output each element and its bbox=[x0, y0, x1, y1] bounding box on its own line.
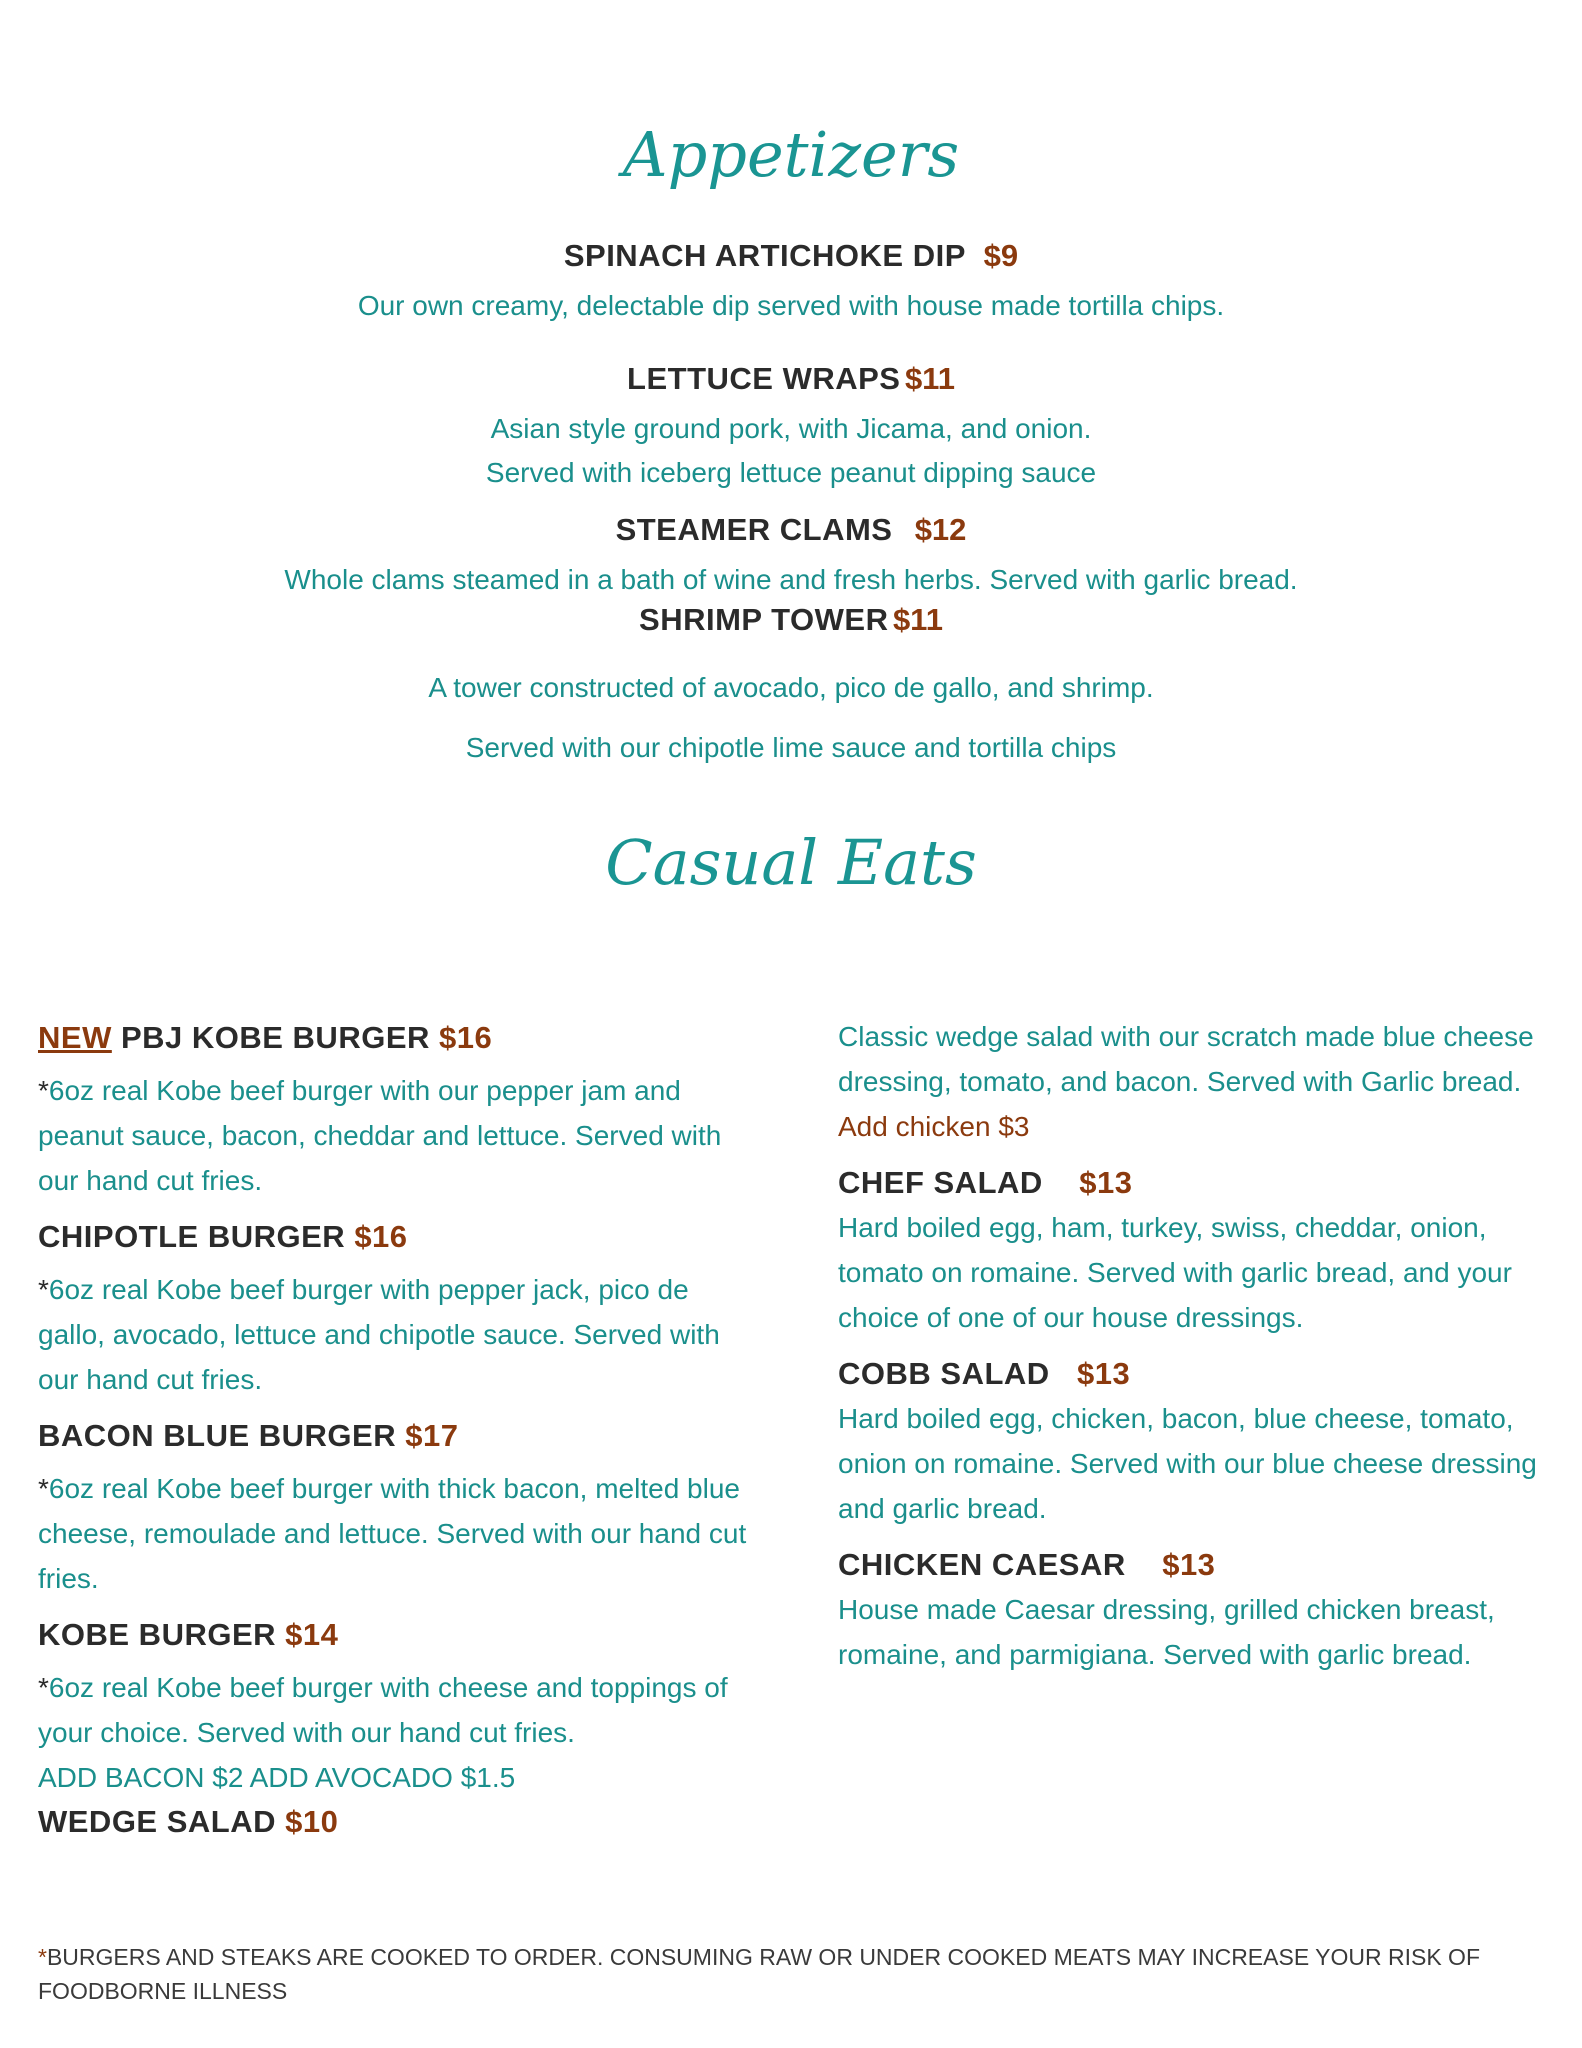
item-description: Served with our chipotle lime sauce and tortilla chips bbox=[465, 732, 1117, 763]
asterisk: * bbox=[38, 1075, 49, 1106]
item-price: $11 bbox=[892, 602, 943, 637]
item-description: Hard boiled egg, ham, turkey, swiss, cheddar, onion, tomato on romaine. Served with garlic bread, and your choice of one of our house dressings. bbox=[838, 1212, 1512, 1333]
item-price: $13 bbox=[1077, 1356, 1131, 1391]
item-price: $9 bbox=[983, 238, 1019, 273]
asterisk: * bbox=[38, 1672, 49, 1703]
appetizer-item bbox=[0, 357, 1582, 495]
item-price: $11 bbox=[904, 361, 955, 396]
item-description: Classic wedge salad with our scratch made blue cheese dressing, tomato, and bacon. Served with Garlic bread. bbox=[838, 1021, 1534, 1097]
item-name: WEDGE SALAD bbox=[38, 1804, 276, 1839]
casual-left-column bbox=[38, 1016, 758, 1844]
asterisk: * bbox=[38, 1274, 49, 1305]
appetizer-item bbox=[0, 598, 1582, 770]
item-description: 6oz real Kobe beef burger with our pepper jam and peanut sauce, bacon, cheddar and lettuce. Served with our hand cut fries. bbox=[38, 1075, 722, 1196]
menu-item bbox=[838, 1014, 1548, 1149]
item-name: COBB SALAD bbox=[838, 1356, 1050, 1391]
item-name: STEAMER CLAMS bbox=[615, 512, 893, 547]
item-description: House made Caesar dressing, grilled chicken breast, romaine, and parmigiana. Served with garlic bread. bbox=[838, 1594, 1495, 1670]
appetizer-item bbox=[0, 234, 1582, 328]
item-name: CHICKEN CAESAR bbox=[838, 1547, 1126, 1582]
item-addons: ADD BACON $2 ADD AVOCADO $1.5 bbox=[38, 1762, 516, 1793]
footer-disclaimer bbox=[38, 1940, 1538, 2008]
item-price: $10 bbox=[285, 1804, 339, 1839]
item-description: A tower constructed of avocado, pico de gallo, and shrimp. bbox=[428, 672, 1154, 703]
item-addon: Add chicken $3 bbox=[838, 1111, 1030, 1142]
item-description: Whole clams steamed in a bath of wine and fresh herbs. Served with garlic bread. bbox=[284, 564, 1298, 595]
asterisk: * bbox=[38, 1944, 47, 1970]
item-name: PBJ KOBE BURGER bbox=[120, 1020, 430, 1055]
casual-right-column bbox=[838, 1014, 1548, 1677]
item-name: KOBE BURGER bbox=[38, 1617, 277, 1652]
item-name: CHIPOTLE BURGER bbox=[38, 1219, 346, 1254]
item-description: 6oz real Kobe beef burger with cheese and toppings of your choice. Served with our hand cut fries. bbox=[38, 1672, 728, 1748]
item-price: $14 bbox=[285, 1617, 339, 1652]
item-price: $16 bbox=[354, 1219, 408, 1254]
item-price: $13 bbox=[1079, 1165, 1133, 1200]
item-name: LETTUCE WRAPS bbox=[627, 361, 901, 396]
item-description: 6oz real Kobe beef burger with pepper jack, pico de gallo, avocado, lettuce and chipotle sauce. Served with our hand cut fries. bbox=[38, 1274, 720, 1395]
appetizers-title: Appetizers bbox=[622, 118, 960, 191]
item-description: Served with iceberg lettuce peanut dipping sauce bbox=[485, 457, 1097, 488]
item-description: Asian style ground pork, with Jicama, and onion. bbox=[490, 413, 1092, 444]
menu-item bbox=[38, 1215, 758, 1402]
item-name: CHEF SALAD bbox=[838, 1165, 1043, 1200]
item-description: Hard boiled egg, chicken, bacon, blue cheese, tomato, onion on romaine. Served with our blue cheese dressing and garlic bread. bbox=[838, 1403, 1537, 1524]
new-tag: NEW bbox=[38, 1020, 112, 1055]
item-price: $12 bbox=[914, 512, 967, 547]
item-name: SHRIMP TOWER bbox=[639, 602, 889, 637]
item-name: SPINACH ARTICHOKE DIP bbox=[563, 238, 966, 273]
asterisk: * bbox=[38, 1473, 49, 1504]
disclaimer-text: BURGERS AND STEAKS ARE COOKED TO ORDER. CONSUMING RAW OR UNDER COOKED MEATS MAY INCREASE YOUR RISK OF FOODBORNE ILLNESS bbox=[38, 1944, 1480, 2004]
item-price: $16 bbox=[439, 1020, 493, 1055]
menu-item bbox=[838, 1352, 1548, 1531]
menu-item bbox=[38, 1414, 758, 1601]
item-description: 6oz real Kobe beef burger with thick bacon, melted blue cheese, remoulade and lettuce. Served with our hand cut fries. bbox=[38, 1473, 747, 1594]
menu-item bbox=[38, 1800, 758, 1844]
menu-item bbox=[838, 1543, 1548, 1677]
item-price: $17 bbox=[405, 1418, 459, 1453]
casual-eats-title: Casual Eats bbox=[605, 826, 977, 899]
item-price: $13 bbox=[1162, 1547, 1216, 1582]
appetizer-item bbox=[0, 508, 1582, 602]
item-description: Our own creamy, delectable dip served with house made tortilla chips. bbox=[357, 290, 1225, 321]
menu-item bbox=[38, 1613, 758, 1800]
menu-item bbox=[838, 1161, 1548, 1340]
menu-item bbox=[38, 1016, 758, 1203]
item-name: BACON BLUE BURGER bbox=[38, 1418, 397, 1453]
